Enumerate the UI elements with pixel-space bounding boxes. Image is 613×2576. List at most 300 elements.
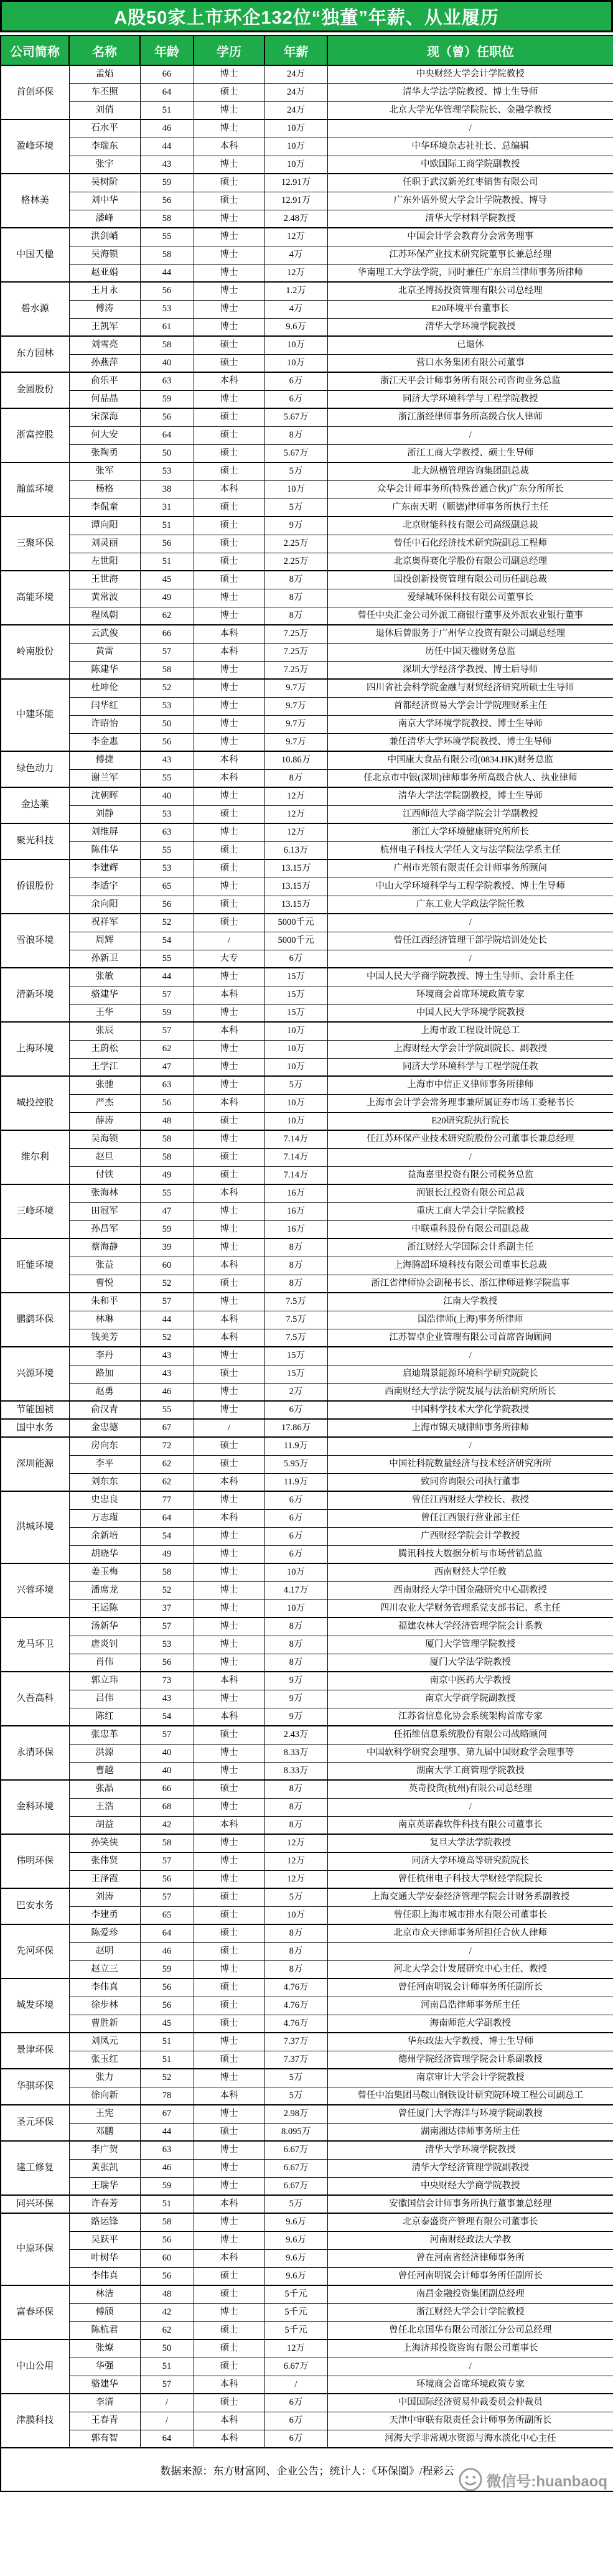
table-body bbox=[1, 65, 613, 2448]
edu-cell: 博士 bbox=[194, 1852, 264, 1870]
table-row bbox=[1, 2231, 613, 2249]
edu-cell: 本科 bbox=[194, 769, 264, 787]
age-cell: 58 bbox=[140, 2213, 194, 2231]
table-row bbox=[1, 571, 613, 589]
company-cell: 金达莱 bbox=[1, 787, 69, 823]
salary-cell: 4.17万 bbox=[264, 1581, 327, 1599]
name-cell: 蔡海静 bbox=[69, 1239, 140, 1257]
name-cell: 石水平 bbox=[69, 119, 140, 138]
table-row bbox=[1, 1166, 613, 1184]
position-cell: 中国会计学会教育分会常务理事 bbox=[327, 228, 613, 246]
table-row bbox=[1, 2033, 613, 2051]
table-row bbox=[1, 2303, 613, 2321]
edu-cell: 博士 bbox=[194, 1870, 264, 1888]
salary-cell: 9.7万 bbox=[264, 733, 327, 751]
position-cell: 中国康大食品有限公司(0834.HK)财务总监 bbox=[327, 751, 613, 769]
salary-cell: 10万 bbox=[264, 156, 327, 174]
name-cell: 华强 bbox=[69, 2358, 140, 2376]
age-cell: 56 bbox=[140, 1870, 194, 1888]
age-cell: 63 bbox=[140, 372, 194, 390]
position-cell: 中联重科股份有限公司副总裁 bbox=[327, 1220, 613, 1239]
name-cell: 潘席龙 bbox=[69, 1581, 140, 1599]
name-cell: 李伟真 bbox=[69, 1979, 140, 1997]
name-cell: 唐炎钊 bbox=[69, 1636, 140, 1654]
table-row bbox=[1, 715, 613, 733]
company-cell: 伟明环保 bbox=[1, 1834, 69, 1888]
edu-cell: 本科 bbox=[194, 480, 264, 499]
edu-cell: 博士 bbox=[194, 607, 264, 625]
edu-cell: 本科 bbox=[194, 1473, 264, 1491]
age-cell: 48 bbox=[140, 1112, 194, 1130]
salary-cell: 8.095万 bbox=[264, 2123, 327, 2141]
salary-cell: 13.15万 bbox=[264, 859, 327, 878]
name-cell: 刘中华 bbox=[69, 192, 140, 210]
table-row bbox=[1, 174, 613, 192]
age-cell: 54 bbox=[140, 1527, 194, 1545]
age-cell: 56 bbox=[140, 1094, 194, 1112]
position-cell: 曾任职上海市城市排水有限公司董事长 bbox=[327, 1906, 613, 1924]
salary-cell: 24万 bbox=[264, 101, 327, 119]
age-cell: / bbox=[140, 2394, 194, 2412]
salary-cell: 2.25万 bbox=[264, 535, 327, 553]
table-row bbox=[1, 2376, 613, 2394]
table-row bbox=[1, 2141, 613, 2159]
position-cell: 湖南湘达律师事务所主任 bbox=[327, 2123, 613, 2141]
age-cell: 63 bbox=[140, 823, 194, 841]
position-cell: 北京圣博扬投资管理有限公司总经理 bbox=[327, 282, 613, 300]
position-cell: / bbox=[327, 1798, 613, 1816]
table-row bbox=[1, 2339, 613, 2358]
salary-cell: 8万 bbox=[264, 1816, 327, 1834]
age-cell: 56 bbox=[140, 408, 194, 426]
position-cell: 江苏环保产业技术研究院董事长兼总经理 bbox=[327, 246, 613, 264]
position-cell: 广西财经学院会计学教授 bbox=[327, 1527, 613, 1545]
position-cell: 曾在河南省经济律师事务所 bbox=[327, 2249, 613, 2267]
age-cell: 51 bbox=[140, 2051, 194, 2069]
position-cell: 南京大学商学院副教授 bbox=[327, 1690, 613, 1708]
name-cell: 刘俏 bbox=[69, 101, 140, 119]
age-cell: 50 bbox=[140, 2339, 194, 2358]
age-cell: 56 bbox=[140, 1979, 194, 1997]
name-cell: 祝祥军 bbox=[69, 914, 140, 932]
position-cell: 上海市政工程设计院总工 bbox=[327, 1022, 613, 1040]
name-cell: 傅颀 bbox=[69, 2303, 140, 2321]
salary-cell: 6万 bbox=[264, 1509, 327, 1527]
name-cell: 傅涛 bbox=[69, 300, 140, 318]
name-cell: 许春芳 bbox=[69, 2195, 140, 2213]
position-cell: 清华大学环境学院教授 bbox=[327, 2141, 613, 2159]
name-cell: 李建辉 bbox=[69, 859, 140, 878]
table-row bbox=[1, 2267, 613, 2285]
position-cell: / bbox=[327, 1437, 613, 1455]
age-cell: 51 bbox=[140, 2195, 194, 2213]
table-row bbox=[1, 896, 613, 914]
name-cell: 王浩 bbox=[69, 1798, 140, 1816]
position-cell: 浙江天平会计师事务所有限公司咨询业务总监 bbox=[327, 372, 613, 390]
name-cell: 闫华红 bbox=[69, 697, 140, 715]
footer-cell bbox=[1, 2448, 613, 2491]
salary-cell: 5.95万 bbox=[264, 1455, 327, 1473]
age-cell: 51 bbox=[140, 553, 194, 571]
name-cell: 何品晶 bbox=[69, 390, 140, 408]
position-cell: 浙江浙经律师事务所高级合伙人律师 bbox=[327, 408, 613, 426]
position-cell: 任拓维信息系统股份有限公司战略顾问 bbox=[327, 1726, 613, 1744]
name-cell: 曹越 bbox=[69, 1762, 140, 1780]
table-row bbox=[1, 535, 613, 553]
salary-cell: 6.67万 bbox=[264, 2358, 327, 2376]
company-cell: 国中水务 bbox=[1, 1419, 69, 1437]
age-cell: 64 bbox=[140, 1509, 194, 1527]
age-cell: 44 bbox=[140, 968, 194, 986]
age-cell: 57 bbox=[140, 643, 194, 661]
column-header-name: 名称 bbox=[69, 35, 140, 65]
name-cell: 张辰 bbox=[69, 1022, 140, 1040]
edu-cell: 博士 bbox=[194, 1960, 264, 1979]
age-cell: 43 bbox=[140, 1347, 194, 1365]
position-cell: 腾讯科技大数据分析与市场营销总监 bbox=[327, 1545, 613, 1563]
salary-cell: 6万 bbox=[264, 2430, 327, 2448]
salary-cell: 7.25万 bbox=[264, 643, 327, 661]
table-row bbox=[1, 1148, 613, 1166]
edu-cell: 博士 bbox=[194, 228, 264, 246]
position-cell: / bbox=[327, 2358, 613, 2376]
table-row bbox=[1, 2177, 613, 2195]
name-cell: 王华 bbox=[69, 1004, 140, 1022]
company-cell: 节能国祯 bbox=[1, 1401, 69, 1419]
salary-cell: 16万 bbox=[264, 1202, 327, 1220]
name-cell: 胡益 bbox=[69, 1816, 140, 1834]
table-row bbox=[1, 1329, 613, 1347]
age-cell: 56 bbox=[140, 896, 194, 914]
salary-cell: 6.67万 bbox=[264, 2177, 327, 2195]
table-row bbox=[1, 2285, 613, 2303]
name-cell: 周辉 bbox=[69, 932, 140, 950]
name-cell: 李平 bbox=[69, 1455, 140, 1473]
position-cell: 上海济邦投资咨询有限公司董事长 bbox=[327, 2339, 613, 2358]
edu-cell: 硕士 bbox=[194, 336, 264, 354]
name-cell: 孙昌军 bbox=[69, 1220, 140, 1239]
edu-cell: 博士 bbox=[194, 2177, 264, 2195]
edu-cell: 硕士 bbox=[194, 859, 264, 878]
age-cell: 57 bbox=[140, 1888, 194, 1906]
company-cell: 龙马环卫 bbox=[1, 1618, 69, 1672]
table-row bbox=[1, 1184, 613, 1202]
edu-cell: 本科 bbox=[194, 751, 264, 769]
name-cell: 张驰 bbox=[69, 1076, 140, 1094]
table-row bbox=[1, 643, 613, 661]
salary-cell: 6万 bbox=[264, 390, 327, 408]
company-cell: 瀚蓝环境 bbox=[1, 462, 69, 517]
edu-cell: 硕士 bbox=[194, 841, 264, 859]
salary-cell: 15万 bbox=[264, 1004, 327, 1022]
name-cell: 孙燕萍 bbox=[69, 354, 140, 372]
salary-cell: 6万 bbox=[264, 1527, 327, 1545]
table-row bbox=[1, 1888, 613, 1906]
edu-cell: 硕士 bbox=[194, 1726, 264, 1744]
age-cell: 47 bbox=[140, 1058, 194, 1076]
company-cell: 侨银股份 bbox=[1, 859, 69, 914]
table-row bbox=[1, 2321, 613, 2339]
age-cell: 46 bbox=[140, 119, 194, 138]
company-cell: 城发环境 bbox=[1, 1979, 69, 2033]
position-cell: 环境商会首席环境政策专家 bbox=[327, 2376, 613, 2394]
edu-cell: 大专 bbox=[194, 950, 264, 968]
edu-cell: 硕士 bbox=[194, 1906, 264, 1924]
edu-cell: 硕士 bbox=[194, 1148, 264, 1166]
company-cell: 久吾高科 bbox=[1, 1672, 69, 1726]
edu-cell: 硕士 bbox=[194, 1997, 264, 2015]
name-cell: 朱和平 bbox=[69, 1293, 140, 1311]
table-row bbox=[1, 1599, 613, 1618]
source-note: 数据来源：东方财富网、企业公告；统计人：《环保圈》/程彩云 bbox=[160, 2465, 454, 2477]
position-cell: 国投创新投资管理有限公司历任副总裁 bbox=[327, 571, 613, 589]
age-cell: 58 bbox=[140, 1563, 194, 1581]
company-cell: 建工修复 bbox=[1, 2141, 69, 2195]
position-cell: / bbox=[327, 119, 613, 138]
age-cell: 45 bbox=[140, 571, 194, 589]
name-cell: 黄张凯 bbox=[69, 2159, 140, 2177]
salary-cell: 10万 bbox=[264, 1599, 327, 1618]
position-cell: 中山大学环境科学与工程学院教授、博士生导师 bbox=[327, 878, 613, 896]
position-cell: 北京市众天律师事务所担任合伙人律师 bbox=[327, 1924, 613, 1942]
name-cell: 黄常波 bbox=[69, 589, 140, 607]
table-row bbox=[1, 1545, 613, 1563]
age-cell: 56 bbox=[140, 733, 194, 751]
salary-cell: 9.6万 bbox=[264, 2249, 327, 2267]
position-cell: 曾任江西财经大学校长、教授 bbox=[327, 1491, 613, 1509]
salary-cell: 5.67万 bbox=[264, 444, 327, 462]
position-cell: 同济大学环境科学与工程学院教授 bbox=[327, 390, 613, 408]
age-cell: 73 bbox=[140, 1672, 194, 1690]
salary-cell: 12万 bbox=[264, 823, 327, 841]
company-cell: 高能环境 bbox=[1, 571, 69, 625]
table-row bbox=[1, 2249, 613, 2267]
age-cell: 59 bbox=[140, 2177, 194, 2195]
age-cell: 60 bbox=[140, 1257, 194, 1275]
table-row bbox=[1, 1654, 613, 1672]
name-cell: 李清 bbox=[69, 2394, 140, 2412]
table-row bbox=[1, 2394, 613, 2412]
edu-cell: 硕士 bbox=[194, 1780, 264, 1798]
edu-cell: 博士 bbox=[194, 1545, 264, 1563]
edu-cell: 博士 bbox=[194, 1527, 264, 1545]
position-cell: 广州市光领有限责任会计师事务所顾问 bbox=[327, 859, 613, 878]
salary-cell: 5万 bbox=[264, 2195, 327, 2213]
edu-cell: 博士 bbox=[194, 246, 264, 264]
salary-cell: 10.86万 bbox=[264, 751, 327, 769]
salary-cell: 9万 bbox=[264, 1690, 327, 1708]
table-row bbox=[1, 1618, 613, 1636]
age-cell: 51 bbox=[140, 2358, 194, 2376]
name-cell: 宋深海 bbox=[69, 408, 140, 426]
edu-cell: 本科 bbox=[194, 1311, 264, 1329]
name-cell: 林琳 bbox=[69, 1311, 140, 1329]
name-cell: 吴树阶 bbox=[69, 174, 140, 192]
edu-cell: 博士 bbox=[194, 823, 264, 841]
table-row bbox=[1, 2105, 613, 2123]
position-cell: 北京大学光华管理学院院长、金融学教授 bbox=[327, 101, 613, 119]
salary-cell: 6.67万 bbox=[264, 2141, 327, 2159]
position-cell: 南京审计大学会计学院教授 bbox=[327, 2069, 613, 2087]
table-row bbox=[1, 1708, 613, 1726]
salary-cell: 5万 bbox=[264, 2069, 327, 2087]
table-row bbox=[1, 1780, 613, 1798]
age-cell: 64 bbox=[140, 2430, 194, 2448]
edu-cell: 硕士 bbox=[194, 1112, 264, 1130]
age-cell: 55 bbox=[140, 950, 194, 968]
name-cell: 云武俊 bbox=[69, 625, 140, 643]
salary-cell: 9.7万 bbox=[264, 679, 327, 697]
table-row bbox=[1, 823, 613, 841]
salary-cell: 8万 bbox=[264, 607, 327, 625]
table-row bbox=[1, 1581, 613, 1599]
column-header-age: 年龄 bbox=[140, 35, 194, 65]
table-row bbox=[1, 1004, 613, 1022]
age-cell: 55 bbox=[140, 841, 194, 859]
position-cell: 西南财经大学中国金融研究中心副教授 bbox=[327, 1581, 613, 1599]
position-cell: 四川省社会科学院金融与财贸经济研究所硕士生导师 bbox=[327, 679, 613, 697]
name-cell: 路运锋 bbox=[69, 2213, 140, 2231]
age-cell: 56 bbox=[140, 2231, 194, 2249]
table-row bbox=[1, 1419, 613, 1437]
salary-cell: 12.91万 bbox=[264, 174, 327, 192]
title-band bbox=[0, 0, 613, 32]
salary-cell: 9.6万 bbox=[264, 2267, 327, 2285]
company-cell: 兴蓉环境 bbox=[1, 1563, 69, 1618]
age-cell: 52 bbox=[140, 914, 194, 932]
age-cell: 57 bbox=[140, 1852, 194, 1870]
table-row bbox=[1, 697, 613, 715]
age-cell: 44 bbox=[140, 264, 194, 282]
name-cell: 赵亚娟 bbox=[69, 264, 140, 282]
age-cell: 56 bbox=[140, 192, 194, 210]
name-cell: 余向阳 bbox=[69, 896, 140, 914]
name-cell: 李侃童 bbox=[69, 499, 140, 517]
age-cell: 38 bbox=[140, 480, 194, 499]
table-row bbox=[1, 1022, 613, 1040]
edu-cell: 博士 bbox=[194, 1040, 264, 1058]
position-cell: 上海市锦天城律师事务所律师 bbox=[327, 1419, 613, 1437]
age-cell: 43 bbox=[140, 1365, 194, 1383]
name-cell: 史忠良 bbox=[69, 1491, 140, 1509]
edu-cell: 博士 bbox=[194, 1618, 264, 1636]
table-row bbox=[1, 1997, 613, 2015]
position-cell: / bbox=[327, 1148, 613, 1166]
edu-cell: 博士 bbox=[194, 661, 264, 679]
table-row bbox=[1, 859, 613, 878]
age-cell: 58 bbox=[140, 1834, 194, 1852]
wechat-watermark-label: 微信号:huanbaoq bbox=[486, 2473, 607, 2490]
edu-cell: 博士 bbox=[194, 697, 264, 715]
company-cell: 深圳能源 bbox=[1, 1437, 69, 1491]
edu-cell: / bbox=[194, 932, 264, 950]
edu-cell: 博士 bbox=[194, 2141, 264, 2159]
position-cell: 上海财经大学会计学院副院长、副教授 bbox=[327, 1040, 613, 1058]
table-row bbox=[1, 1798, 613, 1816]
salary-cell: 8万 bbox=[264, 1942, 327, 1960]
name-cell: 田冠军 bbox=[69, 1202, 140, 1220]
salary-cell: 9.6万 bbox=[264, 318, 327, 336]
position-cell: 上海腾韶环境科技有限公司董事长总裁 bbox=[327, 1257, 613, 1275]
age-cell: 65 bbox=[140, 1906, 194, 1924]
salary-cell: 1.2万 bbox=[264, 282, 327, 300]
position-cell: 河北大学会计发展研究中心主任、教授 bbox=[327, 1960, 613, 1979]
name-cell: 刘维屏 bbox=[69, 823, 140, 841]
edu-cell: 博士 bbox=[194, 2069, 264, 2087]
salary-cell: 16万 bbox=[264, 1184, 327, 1202]
position-cell: 曾任中冶集团马鞍山钢铁设计研究院环境工程公司副总工 bbox=[327, 2087, 613, 2105]
table-row bbox=[1, 1202, 613, 1220]
position-cell: 江西师范大学商学院会计学副教授 bbox=[327, 805, 613, 823]
position-cell: 海南师范大学副教授 bbox=[327, 2015, 613, 2033]
edu-cell: 本科 bbox=[194, 138, 264, 156]
position-cell: 浙江工商大学教授、硕士生导师 bbox=[327, 444, 613, 462]
position-cell: 曾任北京国华有限公司浙江分公司总经理 bbox=[327, 2321, 613, 2339]
name-cell: 路加 bbox=[69, 1365, 140, 1383]
edu-cell: 博士 bbox=[194, 2231, 264, 2249]
name-cell: 谢兰军 bbox=[69, 769, 140, 787]
salary-cell: 2.43万 bbox=[264, 1726, 327, 1744]
table-row bbox=[1, 589, 613, 607]
age-cell: 66 bbox=[140, 1780, 194, 1798]
edu-cell: 硕士 bbox=[194, 408, 264, 426]
table-row bbox=[1, 805, 613, 823]
age-cell: 54 bbox=[140, 932, 194, 950]
edu-cell: 博士 bbox=[194, 1798, 264, 1816]
position-cell: 国浩律师(上海)事务所律师 bbox=[327, 1311, 613, 1329]
table-row bbox=[1, 517, 613, 535]
company-cell: 城投控股 bbox=[1, 1076, 69, 1130]
name-cell: 车丕照 bbox=[69, 83, 140, 101]
name-cell: 赵旦 bbox=[69, 1148, 140, 1166]
company-cell: 中山公用 bbox=[1, 2339, 69, 2394]
company-cell: 金科环境 bbox=[1, 1780, 69, 1834]
table-row bbox=[1, 1834, 613, 1852]
name-cell: 吴海锁 bbox=[69, 246, 140, 264]
salary-cell: 10万 bbox=[264, 1022, 327, 1040]
age-cell: 67 bbox=[140, 1419, 194, 1437]
edu-cell: 博士 bbox=[194, 1762, 264, 1780]
table-row bbox=[1, 1816, 613, 1834]
edu-cell: 硕士 bbox=[194, 1924, 264, 1942]
age-cell: 62 bbox=[140, 1455, 194, 1473]
edu-cell: 硕士 bbox=[194, 174, 264, 192]
position-cell: 浙江省律师协会副秘书长、浙江律师进修学院监事 bbox=[327, 1275, 613, 1293]
name-cell: 俞汉青 bbox=[69, 1401, 140, 1419]
position-cell: / bbox=[327, 914, 613, 932]
name-cell: 王蔚松 bbox=[69, 1040, 140, 1058]
salary-cell: 5千元 bbox=[264, 2285, 327, 2303]
name-cell: 张玉红 bbox=[69, 2051, 140, 2069]
company-cell: 绿色动力 bbox=[1, 751, 69, 787]
age-cell: 56 bbox=[140, 535, 194, 553]
table-row bbox=[1, 1293, 613, 1311]
age-cell: 53 bbox=[140, 859, 194, 878]
edu-cell: 本科 bbox=[194, 2249, 264, 2267]
salary-cell: 5万 bbox=[264, 2087, 327, 2105]
table-row bbox=[1, 1437, 613, 1455]
company-cell: 永清环保 bbox=[1, 1726, 69, 1780]
table-row bbox=[1, 390, 613, 408]
name-cell: 刘涛 bbox=[69, 1888, 140, 1906]
age-cell: 44 bbox=[140, 1311, 194, 1329]
name-cell: 孙笑侠 bbox=[69, 1834, 140, 1852]
age-cell: 57 bbox=[140, 2376, 194, 2394]
edu-cell: 博士 bbox=[194, 589, 264, 607]
position-cell: E20研究院执行院长 bbox=[327, 1112, 613, 1130]
name-cell: 王春青 bbox=[69, 2412, 140, 2430]
name-cell: 吕伟 bbox=[69, 1690, 140, 1708]
